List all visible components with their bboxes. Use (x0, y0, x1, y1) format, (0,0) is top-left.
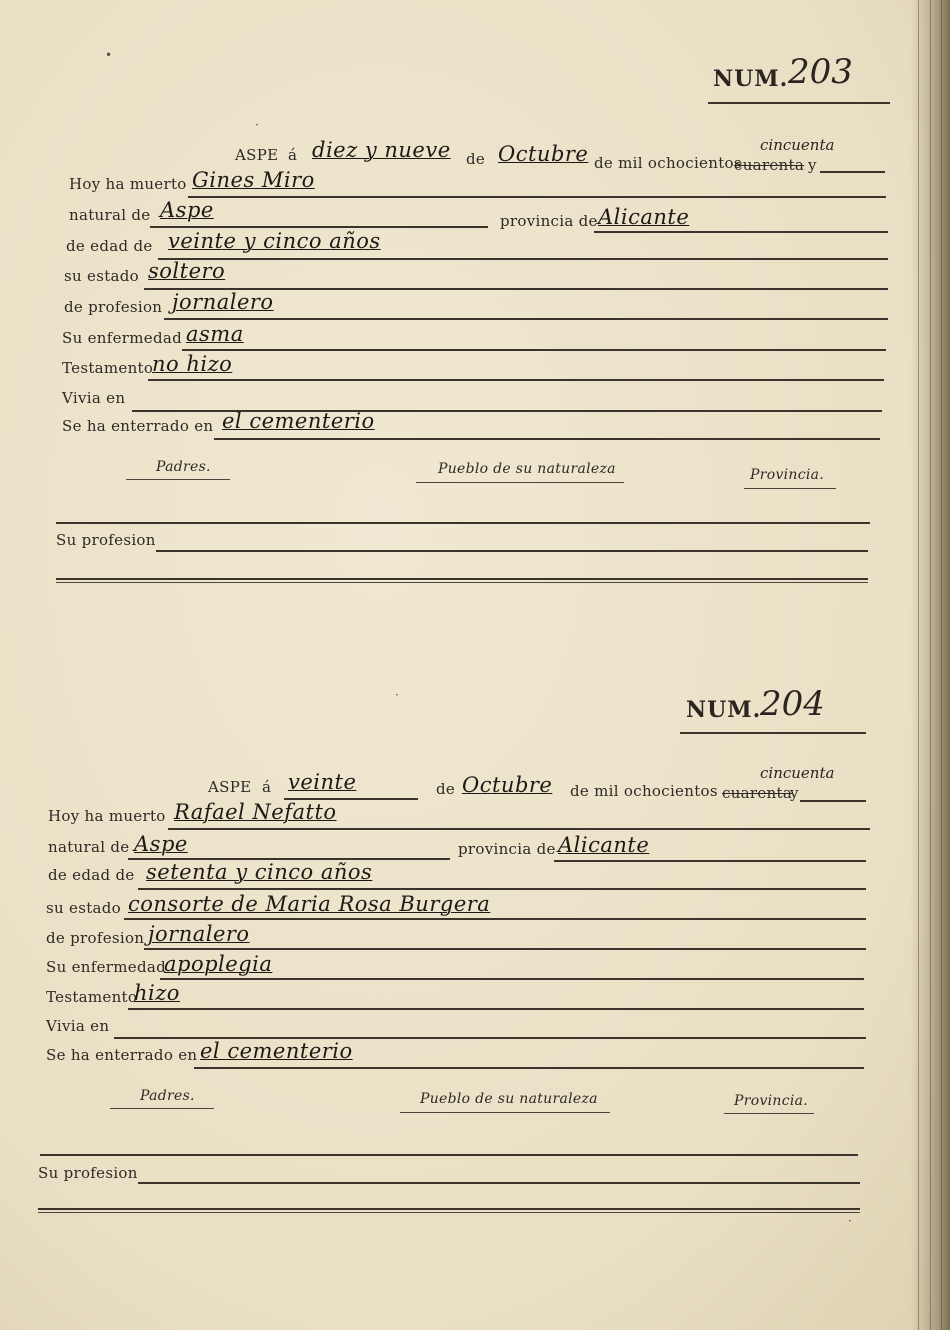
town-header-rule (416, 482, 624, 483)
parents-header-rule (110, 1108, 214, 1109)
parents-header-rule (126, 479, 230, 480)
record-number: 203 (788, 52, 853, 92)
deceased-rule (168, 828, 870, 830)
ink-speck: · (848, 1214, 852, 1228)
date-year-label: de mil ochocientos (570, 782, 718, 800)
natural-label: natural de (48, 838, 130, 856)
province-value: Alicante (598, 205, 690, 229)
testament-value: no hizo (152, 352, 233, 376)
record-number-label: NUM. (713, 66, 789, 92)
date-month: Octubre (462, 773, 553, 797)
illness-value: apoplegia (164, 952, 273, 976)
closing-rule-second (56, 582, 868, 583)
age-value: setenta y cinco años (146, 860, 373, 884)
town-header-rule (400, 1112, 610, 1113)
province-header-rule (724, 1113, 814, 1114)
date-day: veinte (288, 770, 357, 794)
province-value: Alicante (558, 833, 650, 857)
profession-label: de profesion (46, 929, 145, 947)
deceased-name: Rafael Nefatto (174, 800, 337, 824)
parent-profession-label: Su profesion (38, 1164, 138, 1182)
province-rule (554, 860, 866, 862)
record-number: 204 (760, 684, 825, 724)
status-label: su estado (64, 267, 140, 285)
province-rule (594, 231, 888, 233)
illness-label: Su enfermedad (46, 958, 166, 976)
buried-label: Se ha enterrado en (62, 417, 214, 435)
page-edge-line (941, 0, 942, 1330)
profession-label: de profesion (64, 298, 163, 316)
illness-value: asma (186, 322, 244, 346)
parent-profession-rule (138, 1182, 860, 1184)
closing-rule (38, 1208, 860, 1210)
province-header-rule (744, 488, 836, 489)
date-year-label: de mil ochocientos (594, 154, 742, 172)
buried-rule (194, 1067, 864, 1069)
deceased-label: Hoy ha muerto (48, 807, 166, 825)
parents-header: Padres. (156, 459, 211, 475)
date-month: Octubre (498, 142, 589, 166)
profession-value: jornalero (148, 922, 250, 946)
buried-value: el cementerio (222, 409, 375, 433)
record-number-rule (708, 102, 890, 104)
testament-rule (148, 379, 884, 381)
province-label: provincia de (500, 212, 598, 230)
lived-label: Vivia en (62, 389, 126, 407)
natural-rule (150, 226, 488, 228)
profession-value: jornalero (172, 290, 274, 314)
natural-label: natural de (69, 206, 151, 224)
buried-value: el cementerio (200, 1039, 353, 1063)
date-de-label: de (466, 150, 486, 168)
status-value: consorte de Maria Rosa Burgera (128, 892, 491, 916)
province-header: Provincia. (750, 467, 825, 483)
ink-speck: · (255, 118, 259, 132)
place-label: ASPE (208, 778, 252, 796)
date-y-label: y (790, 784, 799, 802)
status-label: su estado (46, 899, 122, 917)
date-decade-struck: cuarenta (722, 784, 793, 802)
place-label: ASPE (235, 146, 279, 164)
testament-label: Testamento (62, 359, 154, 377)
age-rule (158, 258, 888, 260)
deceased-rule (188, 196, 886, 198)
natural-value: Aspe (134, 832, 188, 856)
lived-label: Vivia en (46, 1017, 110, 1035)
parent-profession-rule (156, 550, 868, 552)
date-decade-written: cincuenta (760, 136, 835, 154)
parent-profession-label: Su profesion (56, 531, 156, 549)
age-label: de edad de (66, 237, 153, 255)
status-value: soltero (148, 259, 226, 283)
ink-speck: · (395, 688, 399, 702)
status-rule (124, 918, 866, 920)
age-rule (138, 888, 866, 890)
date-de-label: de (436, 780, 456, 798)
deceased-name: Gines Miro (192, 168, 315, 192)
date-rule (820, 171, 885, 173)
parents-row-rule (56, 522, 870, 524)
closing-rule-second (38, 1212, 860, 1213)
parents-header: Padres. (140, 1088, 195, 1104)
date-a-label: á (288, 146, 298, 164)
date-y-label: y (808, 156, 817, 174)
profession-rule (164, 318, 888, 320)
illness-rule (182, 349, 886, 351)
illness-label: Su enfermedad (62, 329, 182, 347)
profession-rule (144, 948, 866, 950)
ink-speck: • (105, 48, 113, 62)
age-value: veinte y cinco años (168, 229, 381, 253)
town-header: Pueblo de su naturaleza (420, 1091, 598, 1107)
parents-row-rule (40, 1154, 858, 1156)
page-edge-line (930, 0, 931, 1330)
date-decade-struck: cuarenta (734, 156, 805, 174)
town-header: Pueblo de su naturaleza (438, 461, 616, 477)
testament-rule (128, 1008, 864, 1010)
natural-value: Aspe (160, 198, 214, 222)
testament-value: hizo (134, 981, 180, 1005)
deceased-label: Hoy ha muerto (69, 175, 187, 193)
date-a-label: á (262, 778, 272, 796)
age-label: de edad de (48, 866, 135, 884)
closing-rule (56, 578, 868, 580)
province-label: provincia de (458, 840, 556, 858)
province-header: Provincia. (734, 1093, 809, 1109)
record-number-rule (680, 732, 866, 734)
buried-rule (214, 438, 880, 440)
illness-rule (160, 978, 864, 980)
testament-label: Testamento (46, 988, 138, 1006)
page-edge-line (918, 0, 919, 1330)
date-day: diez y nueve (312, 138, 451, 162)
date-decade-written: cincuenta (760, 764, 835, 782)
record-number-label: NUM. (686, 697, 762, 723)
buried-label: Se ha enterrado en (46, 1046, 198, 1064)
date-rule (800, 800, 866, 802)
